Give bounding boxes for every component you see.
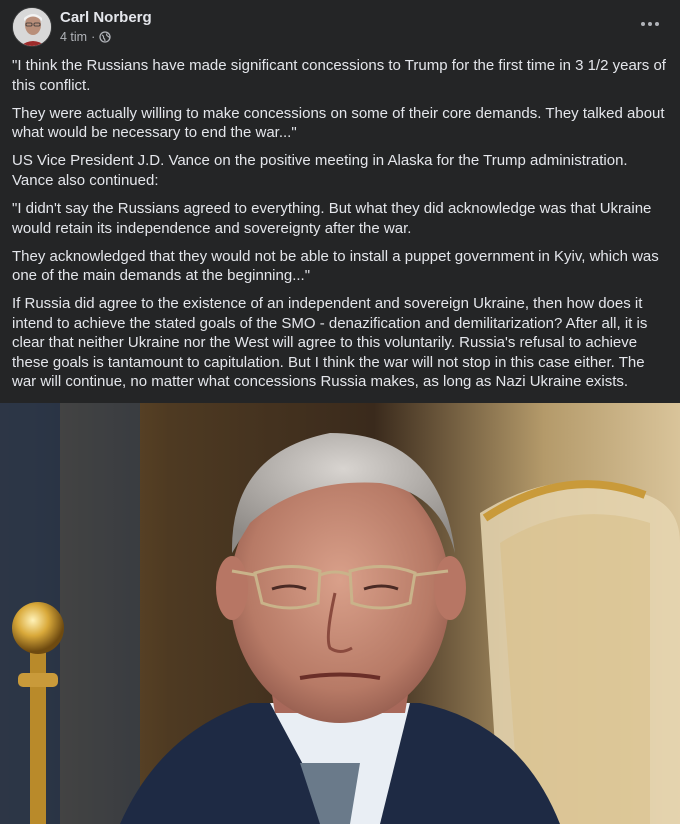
more-options-icon — [640, 21, 660, 27]
post-paragraph: They were actually willing to make concessions on some of their core demands. They talked about what would be necessary to end the war..." — [12, 104, 665, 142]
author-avatar[interactable] — [12, 7, 52, 47]
post-paragraph: "I didn't say the Russians agreed to everything. But what they did acknowledge was that Ukraine would retain its independence and sovereignty after the war. — [12, 200, 652, 237]
post-photo[interactable] — [0, 403, 680, 824]
meta-separator: · — [91, 30, 96, 44]
post-paragraph: "I think the Russians have made significant concessions to Trump for the first time in 3 1/2 years of this conflict. — [12, 57, 666, 94]
post-paragraph: If Russia did agree to the existence of an independent and sovereign Ukraine, then how does it intend to achieve the stated goals of the SMO - denazification and demilitarization? After all, it is clear that neither Ukraine nor the West will agree to this voluntarily. Russia's refusal to achieve these goals is tantamount to capitulation. But I think the war will not stop in this case either. The war will continue, no matter what concessions Russia makes, as long as Nazi Ukraine exists. — [12, 295, 648, 391]
post-paragraph: They acknowledged that they would not be able to install a puppet government in Kyiv, which was one of the main demands at the beginning..." — [12, 247, 659, 285]
post-header — [0, 0, 680, 52]
globe-icon — [99, 31, 111, 43]
more-options-button[interactable] — [634, 10, 666, 38]
post-text — [12, 56, 672, 401]
post-timestamp[interactable]: 4 tim — [60, 30, 88, 44]
author-name[interactable]: Carl Norberg — [60, 9, 152, 26]
post-paragraph: US Vice President J.D. Vance on the positive meeting in Alaska for the Trump administration. Vance also continued: — [12, 152, 628, 189]
post-meta — [60, 30, 111, 44]
